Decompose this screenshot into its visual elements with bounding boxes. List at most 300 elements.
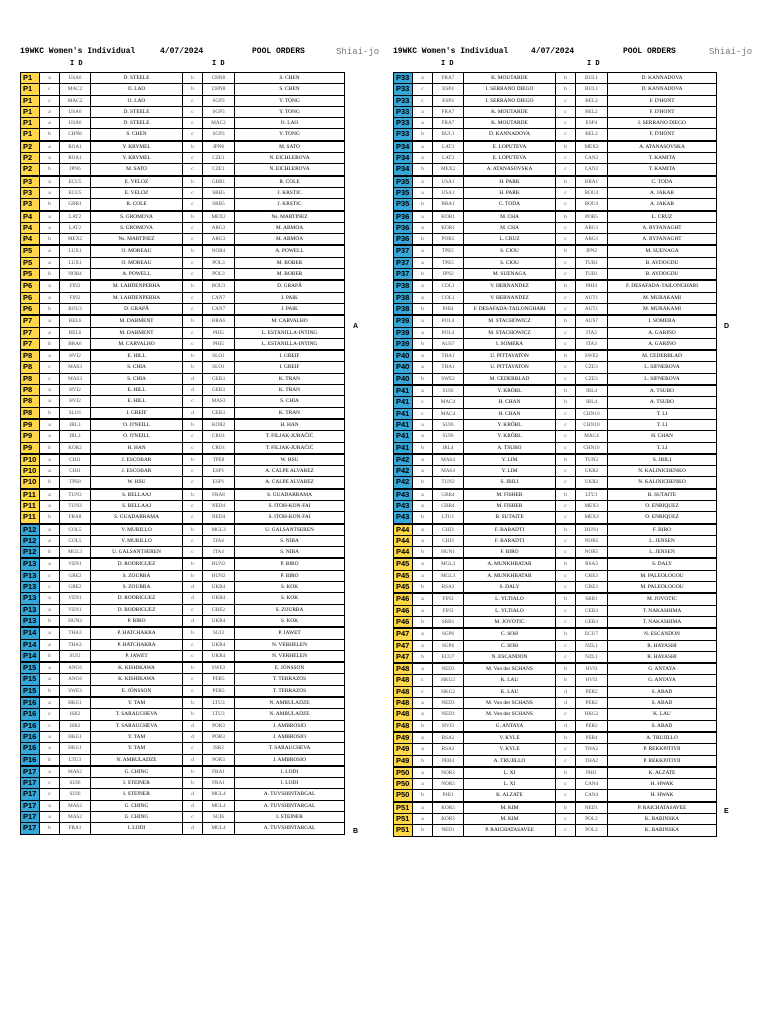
name-b-cell: I. SOMERA — [608, 315, 717, 327]
name-a-cell: E. LOPUTEVA — [464, 153, 556, 164]
match-row — [394, 779, 717, 790]
team-b-cell: LTU1 — [576, 489, 608, 501]
team-a-cell: HUN1 — [433, 547, 464, 559]
team-b-cell: MAC2 — [203, 118, 235, 129]
pool-cell: P48 — [394, 720, 413, 732]
team-b-cell: CZE1 — [203, 164, 235, 176]
match-row — [21, 812, 345, 823]
letter-b-cell: c — [183, 95, 203, 106]
name-b-cell: M. BOBER — [235, 269, 345, 281]
team-a-cell: JPN6 — [60, 164, 91, 176]
match-row — [394, 211, 717, 223]
team-b-cell: BRA1 — [576, 176, 608, 188]
name-a-cell: V. HERNANDEZ — [464, 292, 556, 303]
letter-b-cell: c — [183, 743, 203, 754]
name-b-cell: A. GARINO — [608, 327, 717, 338]
match-row — [394, 651, 717, 663]
team-b-cell: NOR5 — [576, 547, 608, 559]
team-b-cell: GRE2 — [203, 604, 235, 615]
letter-b-cell: c — [183, 674, 203, 685]
match-row — [394, 141, 717, 153]
match-row — [394, 385, 717, 397]
match-row — [21, 396, 345, 407]
name-a-cell: L. XI — [464, 767, 556, 779]
match-row — [394, 524, 717, 536]
pool-cell: P47 — [394, 640, 413, 651]
team-a-cell: TPE8 — [60, 477, 91, 489]
letter-a-cell: a — [413, 500, 433, 511]
team-a-cell: POR5 — [433, 234, 464, 246]
match-row — [394, 663, 717, 675]
name-a-cell: D. KANNADOVA — [464, 129, 556, 141]
name-a-cell: G. CHING — [91, 766, 183, 778]
letter-b-cell: b — [556, 245, 576, 257]
name-a-cell: A. TSUBO — [464, 442, 556, 454]
team-a-cell: MAS4 — [433, 466, 464, 477]
header-left — [20, 47, 380, 61]
team-b-cell: BEL2 — [576, 129, 608, 141]
letter-a-cell: a — [413, 292, 433, 303]
team-b-cell: PHI5 — [203, 338, 235, 350]
letter-a-cell: a — [40, 153, 60, 164]
name-b-cell: A. CALPE ALVAREZ — [235, 477, 345, 489]
team-a-cell: ESP4 — [433, 84, 464, 95]
team-a-cell: ECU5 — [60, 187, 91, 198]
letter-b-cell: c — [183, 431, 203, 442]
pool-cell: P17 — [21, 778, 40, 789]
name-a-cell: C. SOH — [464, 640, 556, 651]
pool-cell: P41 — [394, 408, 413, 419]
letter-a-cell: b — [40, 442, 60, 454]
name-b-cell: O. LAO — [235, 118, 345, 129]
team-b-cell: LTU3 — [203, 697, 235, 709]
name-a-cell: G. CHING — [91, 800, 183, 811]
pool-cell: P14 — [21, 627, 40, 639]
team-b-cell: ROU4 — [576, 187, 608, 198]
name-b-cell: I. GREIF — [235, 350, 345, 362]
name-b-cell: N. KALINICHENKO — [608, 466, 717, 477]
letter-a-cell: a — [413, 535, 433, 546]
team-b-cell: CAN7 — [203, 303, 235, 315]
name-a-cell: M. Von der SCHANS — [464, 698, 556, 709]
name-b-cell: K. BABINSKA — [608, 814, 717, 825]
team-b-cell: ESP1 — [203, 477, 235, 489]
name-a-cell: E. HILL — [91, 350, 183, 362]
team-b-cell: SGP3 — [203, 129, 235, 141]
team-b-cell: CAN2 — [576, 164, 608, 176]
team-b-cell: CHN10 — [576, 419, 608, 430]
letter-b-cell: b — [556, 315, 576, 327]
team-b-cell: MGL4 — [203, 823, 235, 834]
team-b-cell: FRA1 — [203, 778, 235, 789]
name-a-cell: M. CHA — [464, 211, 556, 223]
letter-b-cell: b — [556, 802, 576, 814]
match-row — [21, 570, 345, 581]
pool-cell: P9 — [21, 419, 40, 431]
letter-b-cell: b — [556, 558, 576, 570]
event-date: 4/07/2024 — [160, 47, 204, 56]
name-a-cell: Y. TAM — [91, 743, 183, 754]
team-b-cell: SWE3 — [203, 662, 235, 674]
team-b-cell: TUR1 — [576, 269, 608, 281]
name-a-cell: D. STEELE — [91, 118, 183, 129]
pool-cell: P16 — [21, 709, 40, 720]
letter-a-cell: b — [40, 650, 60, 662]
letter-b-cell: b — [556, 593, 576, 605]
name-b-cell: L. SIFNEROVA — [608, 373, 717, 385]
name-a-cell: V. MURILLO — [91, 535, 183, 546]
pool-cell: P17 — [21, 823, 40, 834]
name-b-cell: F. BIRO — [608, 524, 717, 536]
team-a-cell: GBR1 — [60, 199, 91, 211]
match-row — [21, 754, 345, 766]
letter-a-cell: a — [413, 802, 433, 814]
pool-cell: P41 — [394, 431, 413, 442]
name-b-cell: D. KANNADOVA — [608, 84, 717, 95]
pool-cell: P15 — [21, 662, 40, 674]
letter-b-cell: c — [556, 95, 576, 106]
letter-a-cell: c — [413, 397, 433, 408]
pool-cell: P17 — [21, 789, 40, 800]
team-a-cell: CHN8 — [60, 129, 91, 141]
letter-a-cell: a — [413, 350, 433, 362]
match-row — [21, 199, 345, 211]
team-a-cell: VEN1 — [60, 593, 91, 604]
name-a-cell: I. STEINER — [91, 778, 183, 789]
team-b-cell: AUS7 — [576, 315, 608, 327]
team-b-cell: CZE3 — [576, 373, 608, 385]
pool-cell: P33 — [394, 118, 413, 129]
letter-a-cell: a — [413, 558, 433, 570]
letter-b-cell: c — [183, 222, 203, 233]
letter-b-cell: c — [556, 582, 576, 594]
pool-cell: P10 — [21, 466, 40, 477]
letter-b-cell: b — [183, 362, 203, 373]
name-a-cell: M. FISHER — [464, 489, 556, 501]
team-b-cell: LTU3 — [203, 709, 235, 720]
letter-a-cell: a — [413, 767, 433, 779]
letter-a-cell: a — [413, 466, 433, 477]
letter-b-cell: c — [183, 327, 203, 338]
pool-cell: P48 — [394, 709, 413, 720]
name-b-cell: H. HAN — [235, 419, 345, 431]
team-a-cell: VEN1 — [60, 558, 91, 570]
team-b-cell: KOR2 — [203, 419, 235, 431]
name-b-cell: T. KAMITA — [608, 153, 717, 164]
name-b-cell: C. TODA — [608, 176, 717, 188]
team-b-cell: GER3 — [203, 385, 235, 396]
letter-b-cell: b — [556, 176, 576, 188]
team-b-cell: POR3 — [203, 720, 235, 731]
name-b-cell: B. AYDOGDU — [608, 257, 717, 268]
letter-b-cell: c — [556, 199, 576, 211]
team-a-cell: ESP4 — [433, 95, 464, 106]
letter-a-cell: a — [40, 731, 60, 742]
letter-b-cell: c — [183, 512, 203, 524]
pool-cell: P9 — [21, 442, 40, 454]
team-b-cell: POL3 — [203, 257, 235, 268]
pool-cell: P48 — [394, 686, 413, 697]
name-a-cell: N. ESCANDON — [464, 651, 556, 663]
team-b-cell: SRB1 — [576, 593, 608, 605]
name-a-cell: M. KIM — [464, 802, 556, 814]
match-row — [21, 303, 345, 315]
letter-a-cell: b — [413, 547, 433, 559]
pool-cell: P38 — [394, 303, 413, 315]
match-row — [394, 802, 717, 814]
name-b-cell: Y. TONG — [235, 95, 345, 106]
name-a-cell: I. GREIF — [91, 407, 183, 419]
name-b-cell: M. MURAKAMI — [608, 292, 717, 303]
team-a-cell: LUX1 — [60, 257, 91, 268]
letter-a-cell: a — [413, 744, 433, 755]
name-a-cell: S. CHIA — [91, 373, 183, 384]
name-b-cell: L. JENSEN — [608, 535, 717, 546]
pool-cell: P12 — [21, 535, 40, 546]
name-a-cell: O. MOREAU — [91, 245, 183, 257]
team-a-cell: ROU3 — [60, 303, 91, 315]
name-b-cell: K. ALZATE — [608, 767, 717, 779]
team-a-cell: SWE2 — [433, 373, 464, 385]
name-b-cell: L. JENSEN — [608, 547, 717, 559]
name-a-cell: A. MUNKHBATAR — [464, 570, 556, 581]
match-row — [394, 234, 717, 246]
letter-b-cell: d — [556, 686, 576, 697]
name-b-cell: A. TSUBO — [608, 385, 717, 397]
name-b-cell: S. ITOH-KON-FAI — [235, 500, 345, 511]
match-row — [21, 500, 345, 511]
name-a-cell: Y. KRYMEL — [91, 141, 183, 153]
team-a-cell: PER4 — [433, 755, 464, 767]
name-a-cell: S. CHIA — [91, 362, 183, 373]
match-row — [21, 292, 345, 303]
team-a-cell: HVI2 — [60, 396, 91, 407]
pool-orders-table-right — [393, 72, 717, 837]
pool-cell: P43 — [394, 489, 413, 501]
team-a-cell: FRA8 — [60, 512, 91, 524]
team-a-cell: MEX2 — [60, 234, 91, 246]
name-b-cell: N. ESCANDON — [608, 628, 717, 640]
name-a-cell: Y. TAM — [91, 697, 183, 709]
letter-b-cell: c — [556, 234, 576, 246]
match-row — [21, 373, 345, 384]
letter-a-cell: c — [40, 95, 60, 106]
pool-cell: P13 — [21, 604, 40, 615]
team-b-cell: UKR4 — [203, 593, 235, 604]
pool-cell: P12 — [21, 524, 40, 536]
letter-b-cell: b — [556, 385, 576, 397]
letter-a-cell: b — [40, 407, 60, 419]
letter-b-cell: b — [183, 766, 203, 778]
name-b-cell: N. VERHELEN — [235, 650, 345, 662]
pool-cell: P48 — [394, 663, 413, 675]
letter-b-cell: c — [183, 269, 203, 281]
letter-a-cell: c — [413, 84, 433, 95]
team-a-cell: MAS2 — [60, 812, 91, 823]
name-b-cell: N. EICHLEROVA — [235, 164, 345, 176]
match-row — [394, 489, 717, 501]
name-b-cell: M. CEDERBLAD — [608, 350, 717, 362]
letter-a-cell: a — [40, 454, 60, 466]
letter-b-cell: d — [183, 800, 203, 811]
letter-b-cell: b — [556, 767, 576, 779]
match-row — [394, 477, 717, 489]
match-row — [21, 211, 345, 223]
letter-b-cell: b — [183, 73, 203, 84]
name-a-cell: M. CEDERBLAD — [464, 373, 556, 385]
name-b-cell: M. JOVOTIC — [608, 593, 717, 605]
team-b-cell: ROU3 — [203, 280, 235, 292]
letter-b-cell: c — [183, 199, 203, 211]
name-a-cell: I. SOMERA — [464, 338, 556, 350]
name-a-cell: H. PARK — [464, 176, 556, 188]
match-row — [394, 118, 717, 129]
team-a-cell: BEL6 — [60, 315, 91, 327]
team-b-cell: CAN4 — [576, 779, 608, 790]
name-a-cell: V. HERNANDEZ — [464, 280, 556, 292]
name-a-cell: S. CHEN — [91, 129, 183, 141]
letter-a-cell: a — [40, 489, 60, 501]
letter-a-cell: b — [40, 164, 60, 176]
name-b-cell: T. NAKASHIMA — [608, 605, 717, 616]
team-b-cell: MAS3 — [203, 396, 235, 407]
match-row — [394, 628, 717, 640]
pool-cell: P42 — [394, 454, 413, 466]
team-b-cell: TUR1 — [576, 257, 608, 268]
name-a-cell: H. PARK — [464, 187, 556, 198]
team-a-cell: SUI6 — [60, 778, 91, 789]
name-a-cell: E. JÖNSSON — [91, 685, 183, 697]
team-a-cell: CHI1 — [60, 454, 91, 466]
match-row — [394, 164, 717, 176]
team-a-cell: CHI3 — [433, 535, 464, 546]
team-b-cell: HUN2 — [203, 570, 235, 581]
letter-b-cell: c — [556, 640, 576, 651]
name-b-cell: A. ATANASOVSKA — [608, 141, 717, 153]
letter-a-cell: b — [413, 234, 433, 246]
team-a-cell: GRE2 — [60, 582, 91, 593]
team-b-cell: ITA3 — [576, 327, 608, 338]
match-row — [394, 199, 717, 211]
letter-a-cell: a — [413, 640, 433, 651]
match-row — [394, 419, 717, 430]
match-row — [394, 280, 717, 292]
match-row — [21, 593, 345, 604]
letter-b-cell: b — [556, 628, 576, 640]
team-a-cell: HVI3 — [433, 720, 464, 732]
name-a-cell: P. RAICHATASAVEE — [464, 825, 556, 836]
team-b-cell: FRA8 — [203, 489, 235, 501]
name-b-cell: E. JÖNSSON — [235, 662, 345, 674]
letter-a-cell: a — [413, 454, 433, 466]
match-row — [21, 604, 345, 615]
team-b-cell: POR3 — [203, 731, 235, 742]
name-a-cell: E. VELOZ — [91, 176, 183, 188]
name-a-cell: V. KYLE — [464, 732, 556, 744]
name-a-cell: H. CHAN — [464, 397, 556, 408]
name-b-cell: I. STEINER — [235, 812, 345, 823]
letter-a-cell: a — [40, 743, 60, 754]
pool-cell: P41 — [394, 397, 413, 408]
letter-a-cell: a — [413, 315, 433, 327]
team-a-cell: NED3 — [433, 698, 464, 709]
letter-a-cell: c — [413, 675, 433, 686]
team-b-cell: MEX3 — [576, 500, 608, 511]
name-b-cell: T. NAKASHIMA — [608, 616, 717, 628]
pool-cell: P13 — [21, 593, 40, 604]
letter-b-cell: c — [556, 431, 576, 442]
name-a-cell: I. SERRANO DIEGO — [464, 84, 556, 95]
name-b-cell: N. EICHLEROVA — [235, 153, 345, 164]
letter-a-cell: a — [40, 187, 60, 198]
name-a-cell: L. YLTIALO — [464, 593, 556, 605]
name-b-cell: M. PALEOLOGOU — [608, 570, 717, 581]
team-a-cell: HKG1 — [60, 743, 91, 754]
name-a-cell: P. HATCHAKRA — [91, 627, 183, 639]
letter-b-cell: c — [183, 187, 203, 198]
match-row — [394, 373, 717, 385]
pool-cell: P3 — [21, 176, 40, 188]
name-b-cell: M. BOBER — [235, 257, 345, 268]
name-a-cell: M. CARVALHO — [91, 338, 183, 350]
pool-cell: P7 — [21, 338, 40, 350]
letter-a-cell: b — [413, 755, 433, 767]
pool-cell: P10 — [21, 454, 40, 466]
match-row — [394, 512, 717, 524]
letter-a-cell: a — [40, 350, 60, 362]
name-b-cell: D. KANNADOVA — [608, 73, 717, 84]
pool-cell: P2 — [21, 141, 40, 153]
team-a-cell: GBR4 — [433, 489, 464, 501]
letter-b-cell: c — [183, 685, 203, 697]
name-a-cell: K. MOUTARDE — [464, 73, 556, 84]
team-b-cell: ESP4 — [576, 118, 608, 129]
name-a-cell: K. ALZATE — [464, 790, 556, 802]
letter-b-cell: c — [556, 744, 576, 755]
name-b-cell: P. RAICHATASAVEE — [608, 802, 717, 814]
team-b-cell: PER5 — [203, 685, 235, 697]
team-a-cell: USA6 — [60, 118, 91, 129]
letter-a-cell: c — [40, 720, 60, 731]
name-a-cell: Y. LIM — [464, 454, 556, 466]
venue-label: Shiai-jo — [709, 47, 753, 57]
letter-b-cell: d — [183, 407, 203, 419]
name-b-cell: K. TRAN — [235, 385, 345, 396]
team-a-cell: FRA7 — [433, 118, 464, 129]
letter-b-cell: c — [556, 118, 576, 129]
name-b-cell: A. CALPE ALVAREZ — [235, 466, 345, 477]
letter-a-cell: b — [413, 582, 433, 594]
letter-b-cell: c — [556, 419, 576, 430]
letter-b-cell: b — [183, 280, 203, 292]
name-b-cell: J. KRSTIC — [235, 199, 345, 211]
team-a-cell: KOR1 — [433, 222, 464, 233]
name-b-cell: S. KOK — [235, 615, 345, 627]
name-a-cell: R. COLE — [91, 199, 183, 211]
pool-cell: P50 — [394, 767, 413, 779]
team-b-cell: MEX2 — [576, 141, 608, 153]
letter-b-cell: c — [183, 639, 203, 650]
name-b-cell: W. HSU — [235, 454, 345, 466]
pool-cell: P2 — [21, 153, 40, 164]
letter-b-cell: c — [183, 303, 203, 315]
team-a-cell: VEN1 — [60, 604, 91, 615]
letter-b-cell: b — [556, 489, 576, 501]
name-b-cell: A. TSUBO — [608, 397, 717, 408]
name-a-cell: D. RODRIGUEZ — [91, 593, 183, 604]
pool-cell: P42 — [394, 466, 413, 477]
team-a-cell: THA3 — [60, 639, 91, 650]
